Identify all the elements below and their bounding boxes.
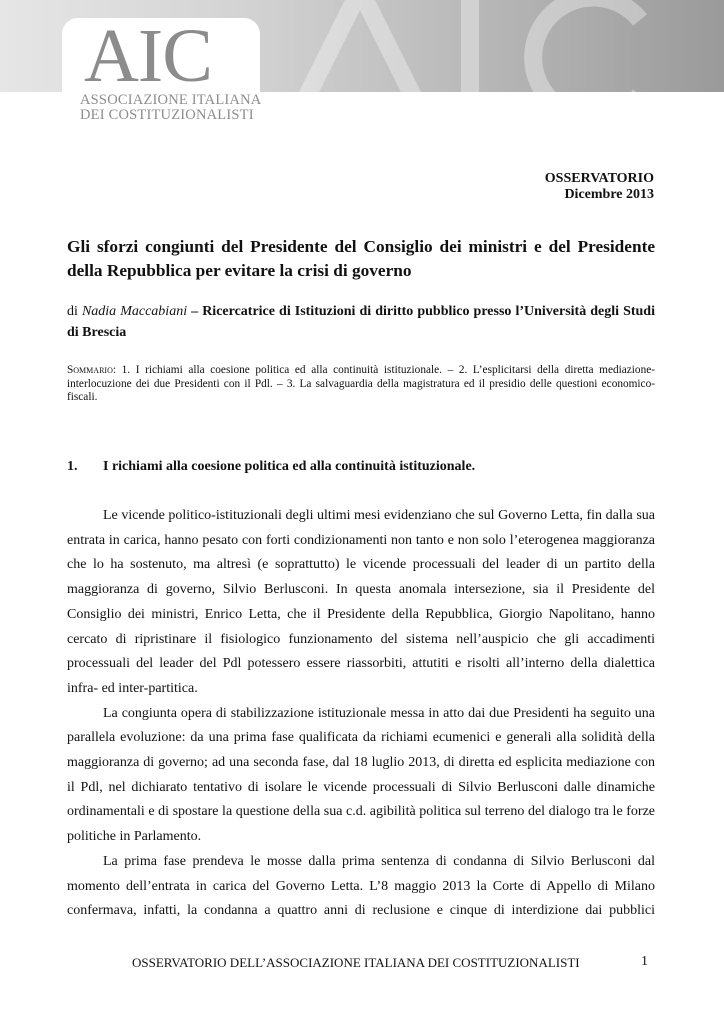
paragraph: La congiunta opera di stabilizzazione istituzionale messa in atto dai due Presidenti ha seguito una parallela evoluzione: da una prima fase qualificata da richiami ecumenici e generali alla solidità della maggioranza di governo; ad una seconda fase, dal 18 luglio 2013, di diretta ed esplicita mediazione con il Pdl, nel dichiarato tentativo di isolare le vicende processuali di Silvio Berlusconi dalle dinamiche ordinamentali e di spostare la questione della sua c.d. agibilità politica sul terreno del dialogo tra le forze politiche in Parlamento.: [67, 705, 655, 845]
summary: [67, 364, 655, 405]
section-number: 1.: [67, 459, 78, 474]
summary-label: Sommario:: [67, 364, 116, 376]
author-name: Nadia Maccabiani: [81, 304, 188, 319]
page-footer: OSSERVATORIO DELL’ASSOCIAZIONE ITALIANA DEI COSTITUZIONALISTI: [132, 955, 580, 970]
section-heading: [67, 458, 475, 476]
section-label: OSSERVATORIO: [544, 171, 654, 186]
author-line: [67, 301, 655, 343]
paragraph: La prima fase prendeva le mosse dalla prima sentenza di condanna di Silvio Berlusconi dal momento dell’entrata in carica del Governo Letta. L’8 maggio 2013 la Corte di Appello di Milano confermava, infatti, la condanna a quattro anni di reclusione e cinque di interdizione dai pubblici: [67, 853, 655, 919]
author-prefix: di: [67, 304, 82, 319]
summary-text: 1. I richiami alla coesione politica ed alla continuità istituzionale. – 2. L’esplicitarsi della diretta mediazione-interlocuzione dei due Presidenti con il Pdl. – 3. La salvaguardia della magistratura ed il presidio delle questioni economico-fiscali.: [67, 364, 655, 404]
aic-logo: AIC: [84, 14, 212, 98]
logo-subtitle-line1: ASSOCIAZIONE ITALIANA: [80, 92, 262, 108]
paragraph: Le vicende politico-istituzionali degli ultimi mesi evidenziano che sul Governo Letta, fin dalla sua entrata in carica, hanno pesato con forti condizionamenti non tanto e non solo l’eterogenea maggioranza che lo ha sostenuto, ma altresì (e soprattutto) le vicende processuali del leader di un partito della maggioranza di governo, Silvio Berlusconi. In questa anomala intersezione, sia il Presidente del Consiglio dei ministri, Enrico Letta, che il Presidente della Repubblica, Giorgio Napolitano, hanno cercato di ripristinare il fisiologico funzionamento del sistema nell’auspicio che gli accadimenti processuali del leader del Pdl potessero essere riassorbiti, attutiti e risolti all’interno della dialettica infra- ed inter-partitica.: [67, 508, 655, 696]
article-body: [67, 504, 655, 924]
issue-date: Dicembre 2013: [564, 187, 654, 202]
author-role: – Ricercatrice di Istituzioni di diritto pubblico presso l’Università degli Studi di Brescia: [67, 304, 655, 340]
logo-subtitle-line2: DEI COSTITUZIONALISTI: [80, 107, 254, 123]
page-number: 1: [641, 954, 648, 969]
article-title: Gli sforzi congiunti del Presidente del Consiglio dei ministri e del Presidente della Repubblica per evitare la crisi di governo: [67, 237, 655, 280]
section-title: I richiami alla coesione politica ed alla continuità istituzionale.: [103, 459, 476, 474]
issue-info: [545, 171, 654, 203]
